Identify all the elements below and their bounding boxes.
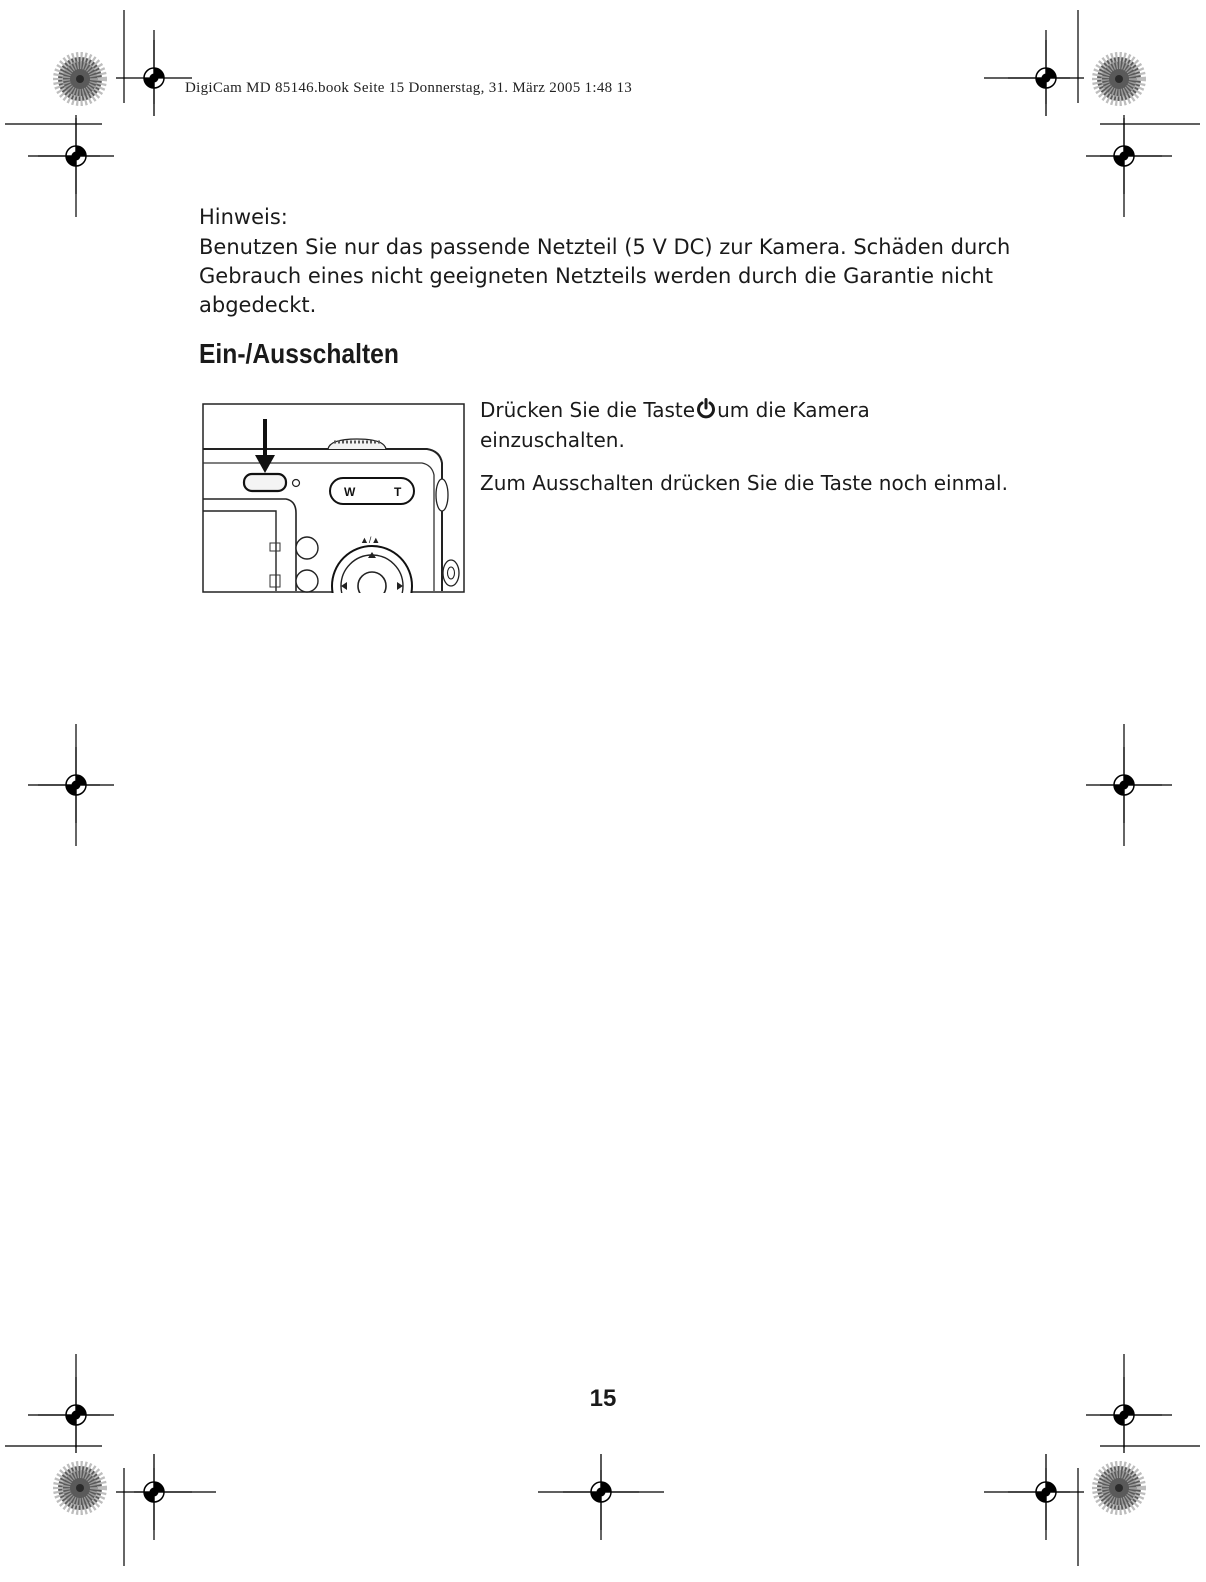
- zoom-wide-label: W: [344, 485, 356, 499]
- page-number: 15: [589, 1385, 617, 1412]
- file-stamp: DigiCam MD 85146.book Seite 15 Donnerstag, 31. März 2005 1:48 13: [185, 80, 633, 96]
- mode-label: ▲/▲: [360, 535, 381, 545]
- zoom-tele-label: T: [394, 485, 402, 499]
- power-icon: [696, 398, 716, 420]
- note-label: Hinweis:: [199, 205, 288, 229]
- instruction-power-off: Zum Ausschalten drücken Sie die Taste noch einmal.: [480, 471, 1008, 495]
- camera-illustration: [202, 403, 465, 593]
- instruction-power-on: [480, 395, 1020, 455]
- instruction-text-after-icon: um die Kamera einzuschalten.: [480, 398, 870, 452]
- section-heading: Ein-/Ausschalten: [199, 338, 399, 369]
- note-text: Benutzen Sie nur das passende Netzteil (5 V DC) zur Kamera. Schäden durch Gebrauch eines nicht geeigneten Netzteils werden durch die Garantie nicht abgedeckt.: [199, 235, 1011, 317]
- instruction-text-before-icon: Drücken Sie die Taste: [480, 398, 696, 422]
